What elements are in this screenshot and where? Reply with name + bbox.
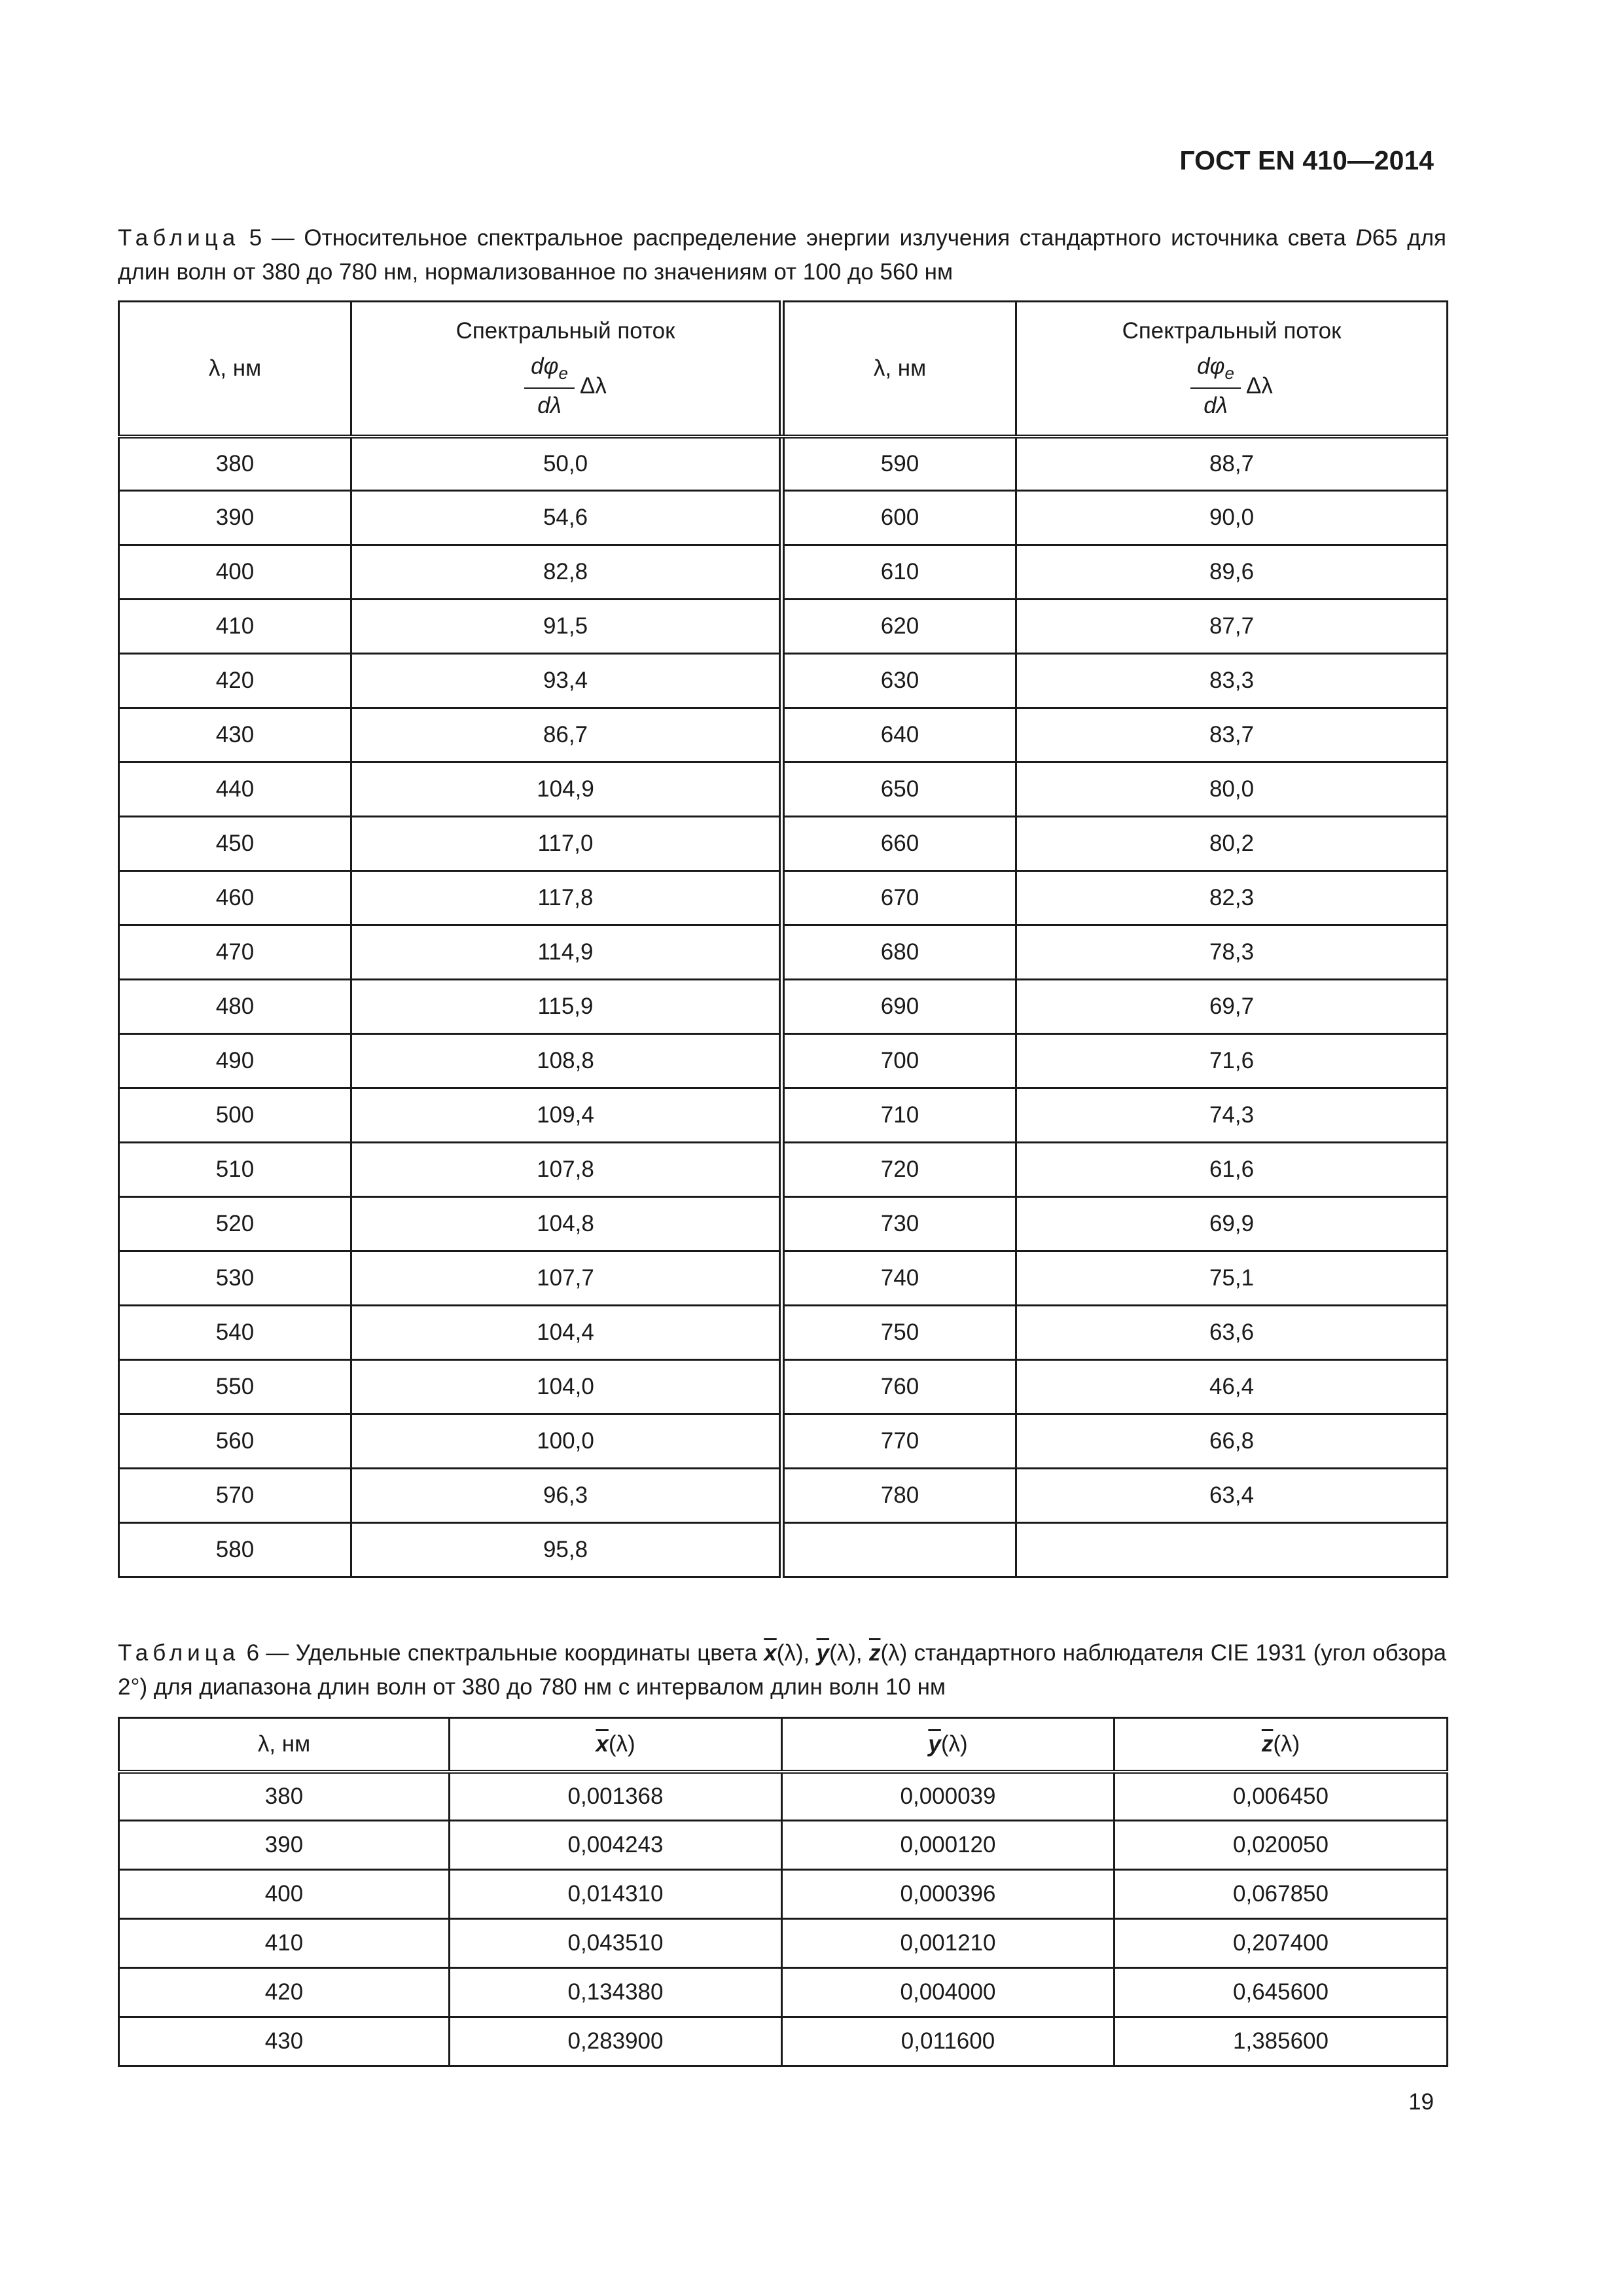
table-row (119, 1523, 1448, 1577)
cell-wavelength: 530 (119, 1251, 351, 1306)
cell-y: 0,000039 (782, 1772, 1115, 1821)
caption-lambda-z: (λ) (880, 1640, 908, 1666)
cell-flux: 66,8 (1016, 1414, 1448, 1469)
table-row (119, 925, 1448, 980)
table6-caption-text-1: — Удельные спектральные координаты цвета (259, 1640, 764, 1666)
caption-lambda-x: (λ) (776, 1640, 804, 1666)
cell-wavelength: 430 (119, 708, 351, 762)
cell-flux: 89,6 (1016, 545, 1448, 600)
cell-wavelength: 410 (119, 1919, 450, 1968)
table5-col-wavelength-2: λ, нм (784, 302, 1016, 437)
symbol-y-bar: $\overline{y}$ (816, 1640, 830, 1666)
table5-header-row (119, 302, 1448, 437)
table-row (119, 2017, 1448, 2066)
table5-col-flux-2 (1016, 302, 1448, 437)
table-row (119, 1919, 1448, 1968)
table-row (119, 1360, 1448, 1414)
cell-flux: 83,7 (1016, 708, 1448, 762)
table5-caption-number: 5 (249, 225, 262, 251)
table5-caption-source: D (1355, 225, 1372, 251)
cell-wavelength: 640 (784, 708, 1016, 762)
cell-wavelength: 510 (119, 1143, 351, 1197)
cell-wavelength: 610 (784, 545, 1016, 600)
table5-col-wavelength: λ, нм (119, 302, 351, 437)
cell-flux: 86,7 (351, 708, 780, 762)
table-row (119, 491, 1448, 545)
col-z-arg: (λ) (1273, 1731, 1300, 1757)
cell-y: 0,004000 (782, 1968, 1115, 2017)
flux-formula-delta-2: Δλ (1245, 372, 1273, 399)
cell-flux (1016, 1523, 1448, 1577)
col-y-symbol: $\overline{y}$ (928, 1731, 941, 1757)
cell-flux: 87,7 (1016, 600, 1448, 654)
cell-wavelength: 590 (784, 437, 1016, 491)
cell-wavelength: 700 (784, 1034, 1016, 1088)
cell-flux: 54,6 (351, 491, 780, 545)
table-row (119, 654, 1448, 708)
table5 (118, 300, 1448, 1578)
table5-body (119, 437, 1448, 1577)
cell-y: 0,000120 (782, 1821, 1115, 1870)
flux-formula-2 (1190, 353, 1273, 419)
col-z-symbol: $\overline{z}$ (1261, 1731, 1274, 1757)
cell-wavelength: 740 (784, 1251, 1016, 1306)
cell-flux: 109,4 (351, 1088, 780, 1143)
flux-formula-numerator-2: dφ (1197, 353, 1225, 379)
cell-x: 0,283900 (450, 2017, 782, 2066)
table6-caption-number: 6 (246, 1640, 260, 1666)
cell-wavelength: 420 (119, 1968, 450, 2017)
cell-flux: 107,8 (351, 1143, 780, 1197)
table-row (119, 871, 1448, 925)
cell-flux: 104,9 (351, 762, 780, 817)
table-row (119, 980, 1448, 1034)
cell-wavelength: 600 (784, 491, 1016, 545)
table-row (119, 600, 1448, 654)
symbol-z-bar: $\overline{z}$ (868, 1640, 881, 1666)
table-row (119, 817, 1448, 871)
cell-z: 0,645600 (1115, 1968, 1448, 2017)
cell-wavelength: 750 (784, 1306, 1016, 1360)
table-row (119, 437, 1448, 491)
cell-flux: 82,8 (351, 545, 780, 600)
table-row (119, 762, 1448, 817)
cell-x: 0,134380 (450, 1968, 782, 2017)
caption-sep-2: , (855, 1640, 869, 1666)
cell-x: 0,004243 (450, 1821, 782, 1870)
flux-formula-subscript: e (558, 363, 568, 383)
table5-caption-text-1: — Относительное спектральное распределение энергии излучения стандартного источника света (262, 225, 1356, 251)
cell-wavelength: 540 (119, 1306, 351, 1360)
cell-flux: 50,0 (351, 437, 780, 491)
cell-wavelength: 440 (119, 762, 351, 817)
flux-formula-subscript-2: e (1224, 363, 1234, 383)
table6-col-z (1115, 1718, 1448, 1772)
table5-col-flux (351, 302, 780, 437)
cell-y: 0,011600 (782, 2017, 1115, 2066)
cell-flux: 91,5 (351, 600, 780, 654)
flux-formula-denominator-2: dλ (1204, 392, 1228, 418)
cell-z: 0,067850 (1115, 1870, 1448, 1919)
cell-wavelength: 450 (119, 817, 351, 871)
cell-wavelength: 390 (119, 491, 351, 545)
cell-flux: 63,6 (1016, 1306, 1448, 1360)
cell-wavelength: 400 (119, 1870, 450, 1919)
cell-flux: 117,8 (351, 871, 780, 925)
flux-formula-delta: Δλ (579, 372, 607, 399)
cell-wavelength: 400 (119, 545, 351, 600)
document-code: ГОСТ EN 410—2014 (1179, 145, 1434, 175)
cell-y: 0,001210 (782, 1919, 1115, 1968)
table6-caption (118, 1636, 1446, 1704)
table-row (119, 1143, 1448, 1197)
cell-flux: 80,0 (1016, 762, 1448, 817)
cell-wavelength: 780 (784, 1469, 1016, 1523)
cell-wavelength: 460 (119, 871, 351, 925)
cell-flux: 107,7 (351, 1251, 780, 1306)
table-row (119, 1968, 1448, 2017)
cell-flux: 117,0 (351, 817, 780, 871)
table6-caption-prefix: Таблица (118, 1640, 240, 1666)
cell-x: 0,001368 (450, 1772, 782, 1821)
cell-flux: 80,2 (1016, 817, 1448, 871)
table-row (119, 1088, 1448, 1143)
table5-caption-prefix: Таблица (118, 225, 240, 251)
table-row (119, 1469, 1448, 1523)
col-x-symbol: $\overline{x}$ (596, 1731, 609, 1757)
flux-formula (524, 353, 607, 419)
cell-wavelength: 560 (119, 1414, 351, 1469)
cell-flux: 78,3 (1016, 925, 1448, 980)
cell-z: 1,385600 (1115, 2017, 1448, 2066)
table6-header-row (119, 1718, 1448, 1772)
cell-flux: 96,3 (351, 1469, 780, 1523)
cell-flux: 104,8 (351, 1197, 780, 1251)
table-row (119, 1870, 1448, 1919)
table-row (119, 1197, 1448, 1251)
symbol-x-bar: $\overline{x}$ (764, 1640, 777, 1666)
cell-wavelength: 710 (784, 1088, 1016, 1143)
cell-flux: 114,9 (351, 925, 780, 980)
table-row (119, 545, 1448, 600)
cell-wavelength: 680 (784, 925, 1016, 980)
cell-flux: 69,7 (1016, 980, 1448, 1034)
cell-wavelength: 690 (784, 980, 1016, 1034)
cell-flux: 95,8 (351, 1523, 780, 1577)
cell-flux: 83,3 (1016, 654, 1448, 708)
cell-wavelength: 770 (784, 1414, 1016, 1469)
cell-wavelength: 500 (119, 1088, 351, 1143)
cell-wavelength: 570 (119, 1469, 351, 1523)
cell-wavelength: 760 (784, 1360, 1016, 1414)
table5-col-flux-label: Спектральный поток (455, 317, 675, 344)
cell-flux: 61,6 (1016, 1143, 1448, 1197)
col-x-arg: (λ) (608, 1731, 635, 1757)
cell-flux: 104,0 (351, 1360, 780, 1414)
cell-wavelength: 620 (784, 600, 1016, 654)
cell-wavelength: 380 (119, 1772, 450, 1821)
cell-z: 0,207400 (1115, 1919, 1448, 1968)
cell-wavelength: 580 (119, 1523, 351, 1577)
cell-wavelength: 630 (784, 654, 1016, 708)
cell-wavelength: 650 (784, 762, 1016, 817)
cell-wavelength: 730 (784, 1197, 1016, 1251)
table5-col-flux-label-2: Спектральный поток (1122, 317, 1342, 344)
cell-wavelength: 480 (119, 980, 351, 1034)
cell-flux: 74,3 (1016, 1088, 1448, 1143)
col-y-arg: (λ) (940, 1731, 968, 1757)
caption-lambda-y: (λ) (829, 1640, 856, 1666)
cell-x: 0,014310 (450, 1870, 782, 1919)
table6-body (119, 1772, 1448, 2066)
cell-wavelength: 390 (119, 1821, 450, 1870)
caption-sep-1: , (803, 1640, 817, 1666)
table6-col-x (450, 1718, 782, 1772)
cell-wavelength: 410 (119, 600, 351, 654)
table-row (119, 1251, 1448, 1306)
cell-flux: 108,8 (351, 1034, 780, 1088)
cell-wavelength: 720 (784, 1143, 1016, 1197)
table-row (119, 708, 1448, 762)
table6 (118, 1717, 1448, 2067)
table5-caption-text-2: 65 для длин волн от 380 до 780 нм, нормализованное по значениям от 100 до 560 нм (118, 225, 1446, 285)
cell-flux: 100,0 (351, 1414, 780, 1469)
table-row (119, 1414, 1448, 1469)
cell-flux: 69,9 (1016, 1197, 1448, 1251)
cell-flux: 93,4 (351, 654, 780, 708)
cell-flux: 115,9 (351, 980, 780, 1034)
cell-flux: 63,4 (1016, 1469, 1448, 1523)
cell-flux: 71,6 (1016, 1034, 1448, 1088)
cell-flux: 104,4 (351, 1306, 780, 1360)
cell-wavelength: 470 (119, 925, 351, 980)
cell-z: 0,006450 (1115, 1772, 1448, 1821)
cell-flux: 82,3 (1016, 871, 1448, 925)
cell-flux: 75,1 (1016, 1251, 1448, 1306)
page-number: 19 (1408, 2089, 1434, 2115)
cell-wavelength: 550 (119, 1360, 351, 1414)
table-row (119, 1034, 1448, 1088)
cell-wavelength: 430 (119, 2017, 450, 2066)
cell-z: 0,020050 (1115, 1821, 1448, 1870)
cell-flux: 88,7 (1016, 437, 1448, 491)
cell-flux: 46,4 (1016, 1360, 1448, 1414)
cell-wavelength: 380 (119, 437, 351, 491)
table-row (119, 1772, 1448, 1821)
cell-flux: 90,0 (1016, 491, 1448, 545)
cell-wavelength: 520 (119, 1197, 351, 1251)
cell-wavelength (784, 1523, 1016, 1577)
cell-wavelength: 420 (119, 654, 351, 708)
cell-wavelength: 670 (784, 871, 1016, 925)
cell-x: 0,043510 (450, 1919, 782, 1968)
cell-y: 0,000396 (782, 1870, 1115, 1919)
table6-col-wavelength: λ, нм (119, 1718, 450, 1772)
table6-caption-text-2: стандартного наблюдателя CIE 1931 (угол обзора 2°) для диапазона длин волн от 380 до 780 нм с интервалом длин волн 10 нм (118, 1640, 1446, 1700)
flux-formula-numerator: dφ (531, 353, 559, 379)
flux-formula-denominator: dλ (537, 392, 562, 418)
table-row (119, 1306, 1448, 1360)
table6-col-y (782, 1718, 1115, 1772)
cell-wavelength: 660 (784, 817, 1016, 871)
table-row (119, 1821, 1448, 1870)
table5-caption (118, 221, 1446, 289)
cell-wavelength: 490 (119, 1034, 351, 1088)
